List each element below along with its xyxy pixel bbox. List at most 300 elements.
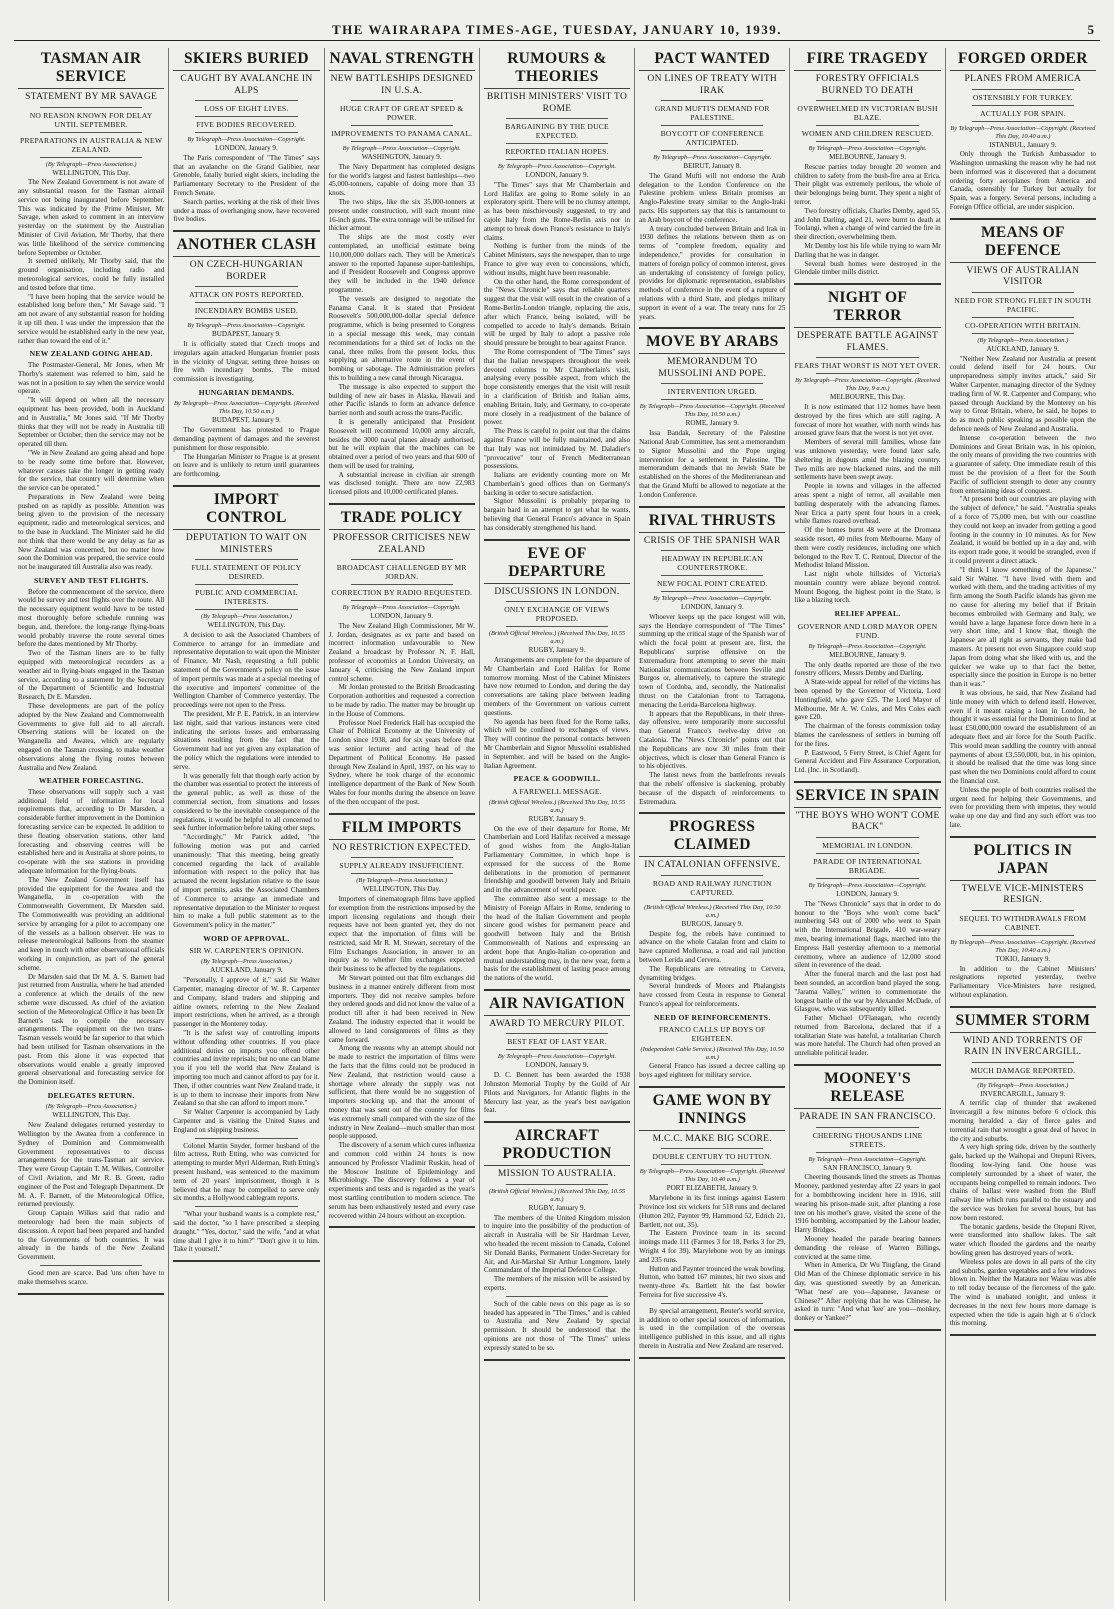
paragraph: Mr Demby lost his life while trying to warn Mr Darling that he was in danger. (794, 241, 941, 259)
byline: By Telegraph—Press Association—Copyright. (342, 145, 461, 152)
paragraph: "It will depend on when all the necessary equipment has been provided, both in Auckland and in Australia," Mr Jones said. "If Mr Thorby thinks that they will not be ready in Australia till September or October, then the service may not be operated till then. (18, 396, 165, 449)
article-end-rule (794, 1061, 940, 1066)
divider (351, 141, 453, 142)
byline: By Telegraph—Press Association—Copyright. (Received This Day, 9 a.m.) (795, 377, 941, 393)
subheadline: NEW FOCAL POINT CREATED. (656, 579, 768, 589)
dateline: LONDON, January 9. (836, 889, 899, 898)
subheadline: WIND AND TORRENTS OF RAIN IN INVERCARGILL. (962, 1035, 1083, 1058)
dateline: WASHINGTON, January 9. (361, 153, 442, 161)
section-deck: A FAREWELL MESSAGE. (512, 786, 602, 796)
subheadline: BEST FEAT OF LAST YEAR. (507, 1037, 607, 1047)
paragraph: The New Zealand Government is not aware of any substantial reason for the Tasman airmail service not being inaugurated before September. This was indicated by the Prime Minister, Mr Savage, when asked to comment in an interview yesterday on the statement by the Australian Minister of Civil Aviation, Mr Thorby, that there was little likelihood of the service commencing before September or October. (18, 178, 165, 257)
article-end-rule (950, 1331, 1096, 1336)
divider (506, 601, 608, 602)
divider (816, 1127, 918, 1128)
byline: (By Telegraph—Press Association.) (201, 958, 292, 966)
byline: (By Telegraph—Press Association.) (45, 1103, 137, 1111)
page-number: 5 (1087, 22, 1094, 37)
dateline: INVERCARGILL, January 9. (980, 1089, 1066, 1098)
paragraph: P. Eastwood, 5 Ferry Street, is Chief Agent for General Accident and Fire Assurance Corporation, Ltd. (Inc. in Scotland). (794, 748, 941, 775)
headline: EVE OF DEPARTURE (484, 545, 630, 584)
article (639, 333, 785, 507)
divider (661, 575, 763, 576)
subheadline: PROFESSOR CRITICISES NEW ZEALAND (332, 533, 471, 555)
section-deck: GOVERNOR AND LORD MAYOR OPEN FUND. (797, 621, 938, 640)
dateline: LONDON, January 9. (525, 1061, 589, 1070)
divider (972, 105, 1074, 106)
divider (506, 1049, 608, 1050)
divider (972, 317, 1074, 318)
paragraph: The "News Chronicle" says that in order to do honour to the "Boys who won't come back" numbering 543 out of 2000 who went to Spain with the International Brigade, 410 war-weary men, bearing international flags, marched into the Empress Hall yesterday afternoon to a memorial ceremony, where an audience of 12,000 stood silent in reverence of the dead. (794, 899, 941, 970)
dateline: WELLINGTON, This Day. (362, 885, 441, 894)
subheadline: DEPUTATION TO WAIT ON MINISTERS (185, 533, 308, 555)
divider (972, 89, 1074, 90)
divider (351, 584, 453, 585)
article (329, 819, 475, 1229)
byline: By Telegraph—Press Association—Copyright. (808, 1155, 927, 1163)
paragraph: The Eastern Province team in its second innings made 111 (Farmes 3 for 18, Perks 3 for 29, Wright 4 for 39). Marylebone won by an innings and 235 runs. (639, 1229, 786, 1264)
paragraph: No agenda has been fixed for the Rome talks, which will be confined to exchanges of views. They will continue the personal contacts between Mr Chamberlain and Signor Mussolini established in September, and will be based on the Anglo-Italian Agreement. (483, 717, 631, 770)
subheadline: OSTENSIBLY FOR TURKEY. (972, 92, 1073, 102)
byline: By Telegraph—Press Association—Copyright. (342, 604, 461, 612)
dateline: WELLINGTON, This Day. (52, 1111, 130, 1120)
headline: NAVAL STRENGTH (329, 50, 475, 71)
paragraph: Only through the Turkish Ambassador to Washington unmasking the reason why he had not been informed was it discovered that a document ordering forty aeroplanes from America and Canada, ostensibly for Turkey but actually for Spain, was a forgery. Several persons, including a Foreign Office official, are under suspicion. (949, 150, 1096, 212)
divider (816, 357, 918, 358)
byline: By Telegraph—Press Association—Copyright. (187, 322, 306, 330)
subheadline: OVERWHELMED IN VICTORIAN BUSH BLAZE. (797, 104, 938, 122)
divider (40, 1265, 142, 1266)
subheadline: CORRECTION BY RADIO REQUESTED. (331, 588, 473, 598)
column-5 (635, 48, 790, 1601)
article-end-rule (484, 1118, 630, 1123)
byline: By Telegraph—Press Association—Copyright. (Received This Day, 10.50 a.m.) (173, 400, 319, 416)
divider (40, 157, 142, 158)
divider (195, 1138, 297, 1139)
paragraph: Professor Noel Frederick Hall has occupied the Chair of Political Economy at the University of London since 1938, and for six years before that was senior lecturer and acting head of the Department of Political Economy. He passed through New Zealand in April, 1937, on his way to Sydney, where he took charge of the economic intelligence department of the Bank of New South Wales for four months during the absence on leave of the then occupant of the post. (328, 718, 475, 806)
headline: SERVICE IN SPAIN (794, 787, 940, 808)
divider (195, 318, 297, 319)
paragraph: Italians are evidently counting more on Mr Chamberlain's good offices than on Germany's backing in order to secure satisfaction. (483, 471, 631, 497)
divider (195, 609, 297, 610)
headline: IMPORT CONTROL (173, 491, 319, 530)
subheadline: PARADE OF INTERNATIONAL BRIGADE. (813, 856, 922, 875)
divider (816, 141, 918, 142)
subheadline: DOUBLE CENTURY TO HUTTON. (652, 1152, 772, 1162)
divider (351, 125, 453, 126)
subheadline: PUBLIC AND COMMERCIAL INTERESTS. (195, 588, 298, 607)
divider (816, 373, 918, 374)
subheadline: ON CZECH-HUNGARIAN BORDER (189, 260, 304, 282)
paragraph: Marylebone in its first innings against Eastern Province lost six wickets for 518 runs and declared (Hutton 202, Paynter 99, Hammond 52, Edrich 21, Bartlett, not out, 35). (639, 1194, 786, 1229)
paragraph: Group Captain Wilkes said that radio and meteorology had been the main subjects of discussion. A report had been prepared and handed to the Governments of both countries. It was already in the hands of the New Zealand Government. (18, 1209, 165, 1262)
divider (40, 132, 142, 133)
dateline: WELLINGTON, This Day. (207, 621, 286, 630)
headline: SUMMER STORM (950, 1012, 1096, 1033)
paragraph: A treaty concluded between Britain and Irak in 1930 defines the relations between them as on terms of "complete freedom, equality and independence," provides for consultation in matters of foreign policy of common interest, gives an undertaking of consistency of foreign policy, provides for diplomatic representation, establishes methods of conference in the event of a rupture of relations with a third State, and pledges military support in event of a war. The treaty runs for 25 years. (639, 224, 786, 321)
divider (661, 150, 763, 151)
paragraph: Cheering thousands lined the streets as Thomas Mooney, pardoned yesterday after 22 years in gaol for a bombthrowing incident here in 1916, still wearing his prison-made suit, after planting a rose tree on his mother's grave, visited the scene of the 1916 bombing, accompanied by the Labour leader, Harry Bridges. (794, 1173, 941, 1235)
divider (351, 857, 453, 858)
divider (195, 286, 297, 287)
dateline: LONDON, January 9. (370, 612, 434, 621)
headline: TASMAN AIR SERVICE (18, 50, 164, 89)
divider (661, 399, 763, 400)
article (329, 509, 475, 815)
subheadline: WOMEN AND CHILDREN RESCUED. (801, 129, 934, 138)
paragraph: It was obvious, he said, that New Zealand had little money with which to defend itself. However, even if it meant raising a loan in London, he thought it was essential for the Dominion to find at least £50,000,000 toward the establishment of an adequate fleet and air force for the South Pacific. This would mean saddling the country with annual payments of about £3,550,000, but, in his opinion, it should be realised that the time was long since past when the two Dominions could afford to count the financial cost. (949, 688, 1096, 785)
subheadline: FIVE BODIES RECOVERED. (196, 120, 297, 129)
article (329, 50, 475, 505)
article-end-rule (794, 778, 940, 783)
subheadline: "THE BOYS WHO WON'T COME BACK" (795, 810, 940, 833)
paragraph: Rescue parties today brought 20 women and children to safety from the bush-fire area at Erica. Their plight was extremely perilous, the whole of their belongings being burnt. They spent a night of terror. (794, 162, 941, 206)
byline: By Telegraph—Press Association—Copyright. (808, 642, 927, 650)
subheadline: NO REASON KNOWN FOR DELAY UNTIL SEPTEMBER. (29, 110, 153, 129)
section-heading: PEACE & GOODWILL. (513, 774, 601, 784)
dateline: MELBOURNE, January 9. (829, 153, 906, 161)
divider (972, 935, 1074, 936)
divider (351, 873, 453, 874)
section-deck: SIR W. CARPENTER'S OPINION. (189, 946, 304, 956)
byline: By Telegraph—Press Association—Copyright. (Received This Day, 10.40 a.m.) (639, 1168, 785, 1184)
subheadline: BARGAINING BY THE DUCE EXPECTED. (505, 122, 609, 140)
paragraph: On the eve of their departure for Rome, Mr Chamberlain and Lord Halifax received a message of good wishes from the Anglo-Italian Parliamentary Committee, in which hope is expressed for the success of the Rome deliberations in the promotion of permanent friendship and goodwill between Italy and Britain and in the advancement of world peace. (483, 824, 631, 895)
paragraph: The chairman of the forests commission today blames the carelessness of settlers in burning off for the fires. (794, 722, 941, 748)
column-7 (946, 48, 1100, 1601)
article-end-rule (484, 986, 630, 991)
byline: By Telegraph—Press Association—Copyright. (808, 145, 927, 152)
paragraph: Before the commencement of the service, there would be survey and test flights over the route. All the necessary equipment would have to be tested most thoroughly before schedule running was begun, and, therefore, the long-range flying-boats would probably traverse the route several times before the dates mentioned by Mr Thorby. (18, 587, 165, 649)
paragraph: Intense co-operation between the two Dominions and Great Britain was, in his opinion, the only means of providing the two countries with a guarantee of safety. One immediate result of this must be the provision of a fleet for the South Pacific of sufficient strength to deter any country from entertaining ideas of conquest. (949, 433, 1096, 495)
divider (661, 900, 763, 901)
paragraph: The Press is careful to point out that the claims against France will be fully maintained, and also that Italy was not intimidated by M. Daladier's "provocative" tour of French Mediterranean possessions. (483, 427, 631, 471)
headline: PROGRESS CLAIMED (639, 818, 785, 857)
byline: By Telegraph—Press Association—Copyright. (497, 163, 617, 170)
subheadline: BROADCAST CHALLENGED BY MR JORDAN. (336, 563, 467, 582)
subheadline: STATEMENT BY MR SAVAGE (25, 92, 158, 102)
article-end-rule (18, 1290, 164, 1295)
paragraph: The ships are the most costly ever contemplated, an unofficial estimate being 110,000,000 dollars each. They will be America's answer to the reported Japanese super-battleships, and if President Roosevelt and Congress approve they will be included in the 1940 defence programme. (328, 233, 475, 294)
article (950, 224, 1096, 838)
byline: (By Telegraph—Press Association.) (977, 336, 1069, 344)
paragraph: Hutton and Paynter trounced the weak bowling. Hutton, who batted 167 minutes, hit two sixes and twenty-three 4's. Bartlett hit the fast bowler Ferreira for five successive 4's. (639, 1264, 786, 1299)
headline: RIVAL THRUSTS (639, 512, 785, 533)
paragraph: Wireless poles are down in all parts of the city and suburbs, garden vegetables and a few windows blown in. Neither the Mataura nor Waiau was able to tell today because of the fierceness of the gale. The wind is unabated tonight, and unless it decreases in the next few hours more damage is expected when the tide is again high at 6 o'clock this morning. (949, 1257, 1096, 1328)
article-end-rule (173, 227, 319, 232)
paragraph: In addition to the Cabinet Ministers' resignations reported yesterday, twelve Parliamentary Vice-Ministers have resigned, without explanation. (949, 964, 1096, 999)
subheadline: PREPARATIONS IN AUSTRALIA & NEW ZEALAND. (20, 135, 163, 154)
divider (40, 107, 142, 108)
paragraph: The committee also sent a message to the Ministry of Foreign Affairs in Rome, tendering to the head of the Italian Government and people sincere good wishes for permanent peace and goodwill between Italy and the British Commonwealth of Nations and expressing an ardent hope that Anglo-Italian co-operation and mutual understanding may, in the new year, form a basis for the establishment of lasting peace among the nations of the world. (483, 895, 631, 983)
paragraph: When in America, Dr Wu Tingfang, the Grand Old Man of the Chinese diplomatic service in his day, was questioned sweetly by an American. "What 'nese' are you—Japanese, Javanese or Chinese?" After replying that he was Chinese, he asked in turn: "And what 'kee' are you—monkey, donkey or Yankee?" (794, 1261, 941, 1323)
article (173, 50, 319, 232)
paragraph: Two forestry officials, Charles Demby, aged 55, and John Darling, aged 21, were burnt to death at Toolangi, when a change of wind carried the fire in their direction, overwhelming them. (794, 206, 941, 242)
subheadline: INTERVENTION URGED. (667, 387, 757, 397)
paragraph: The botanic gardens, beside the Otepuni River, were transformed into shallow lakes. The salt water which flooded the gardens and the nearby bowling green has destroyed years of work. (949, 1222, 1096, 1258)
subheadline: CO-OPERATION WITH BRITAIN. (964, 320, 1081, 330)
divider (195, 584, 297, 585)
divider (195, 100, 297, 101)
paragraph: The Republicans are retreating to Cervera, dynamiting bridges. (639, 964, 786, 982)
headline: AIR NAVIGATION (484, 995, 630, 1016)
article-end-rule (329, 1223, 475, 1228)
divider (195, 302, 297, 303)
subheadline: ROAD AND RAILWAY JUNCTION CAPTURED. (652, 878, 772, 897)
paragraph: Importers of cinematograph films have applied for exemption from the restrictions imposed by the import licensing regulations and though their requests have not been granted yet, they do not expect that the importation of films will be restricted, said Mr R. M. Stewart, secretary of the Film Exchanges Association, in answer to an inquiry as to whether film exchanges expected their business to be affected by the regulations. (328, 894, 475, 974)
paragraph: "Neither New Zealand nor Australia at present could defend itself for 24 hours. Our unpreparedness simply invites attack," said Sir Walter Carpenter, managing director of the Sydney trading firm of W. R. Carpenter and Company, who passed through Auckland by the Monterey on his way to Great Britain, where, he said, he hopes to do as much public speaking as possible upon the defence needs of New Zealand and Australia. (949, 354, 1096, 434)
paragraph: The president, Mr P. E. Patrick, in an interview last night, said that various instances were cited indicating the serious losses and embarrassing situations resulting from the fact that the Government had not yet given any explanation of the policy which the regulations were intended to serve. (173, 710, 320, 771)
article-end-rule (950, 215, 1096, 220)
article-end-rule (950, 1003, 1096, 1008)
paragraph: After the funeral march and the last post had been sounded, an accordion band played the song, "Jarama Valley," written to commemorate the longest battle of the war by Alexander McDade, of Glasgow, who was subsequently killed. (794, 970, 941, 1014)
paragraph: Arrangements are complete for the departure of Mr Chamberlain and Lord Halifax for Rome tomorrow morning. Most of the Cabinet Ministers have now returned to London, and during the day conversations are taking place between leading members of the Government on various current questions. (483, 655, 631, 717)
divider (972, 910, 1074, 911)
paragraph: Members of several mill families, whose fate was unknown yesterday, were found later safe, sheltering in dugouts amid the blazing country. Two mills are now blackened ruins, and the mill settlements have been swept away. (794, 438, 941, 482)
article (639, 818, 785, 1088)
section-heading: RELIEF APPEAL. (834, 609, 901, 619)
byline: (British Official Wireless.) (Received This Day, 10.55 a.m.) (488, 798, 626, 814)
headline: ANOTHER CLASH (173, 236, 319, 257)
subheadline: ACTUALLY FOR SPAIN. (980, 108, 1066, 118)
paragraph: People in towns and villages in the affected areas spent a night of terror, all available men battling desperately with the advancing flames. Near Erica a party spent four hours in a creek, while flames roared overhead. (794, 482, 941, 526)
paragraph: Dr Marsden said that Dr M. A. S. Barnett had just returned from Australia, where he had attended a conference at which the details of the new scheme were discussed. As chief of the aviation section of the Meteorological Office it has been Dr Barnett's task to compile the necessary arrangements. The equipment on the two trans-Tasman vessels would be far superior to that which had been utilised for Tasman observations in the past. From this alone it was expected that observations would enable a greatly improved general observational and forecasting service for the Dominion itself. (18, 972, 165, 1087)
paragraph: Preparations in New Zealand were being pushed on as rapidly as possible. Attention was being given to the provision of the necessary equipment, radio and meteorological services, and to the base in Auckland. The Minister said he did not think that there would be any delay as far as New Zealand was concerned, but no matter how soon the Dominion was prepared, the service could not be inaugurated till Australia also was ready. (18, 492, 165, 572)
subheadline: SUPPLY ALREADY INSUFFICIENT. (339, 861, 464, 871)
headline: GAME WON BY INNINGS (639, 1092, 785, 1131)
subheadline: FULL STATEMENT OF POLICY DESIRED. (191, 563, 302, 582)
dateline: BUDAPEST, January 9. (212, 416, 281, 425)
article-end-rule (484, 1356, 630, 1361)
subheadline: SEQUEL TO WITHDRAWALS FROM CABINET. (959, 913, 1087, 932)
article-end-rule (484, 536, 630, 541)
dateline: RUGBY, January 9. (528, 1203, 586, 1212)
headline: AIRCRAFT PRODUCTION (484, 1127, 630, 1166)
headline: FIRE TRAGEDY (794, 50, 940, 71)
headline: MOONEY'S RELEASE (794, 1070, 940, 1109)
divider (816, 1152, 918, 1153)
subheadline: LOSS OF EIGHT LIVES. (204, 104, 289, 113)
divider (195, 116, 297, 117)
dateline: WELLINGTON, This Day. (52, 168, 130, 177)
subheadline: NO RESTRICTION EXPECTED. (332, 842, 471, 853)
byline: (By Telegraph—Press Association.) (201, 613, 292, 621)
column-6 (790, 48, 945, 1601)
headline: MEANS OF DEFENCE (950, 224, 1096, 263)
paragraph: The members of the mission will be assisted by experts. (483, 1275, 631, 1292)
divider (506, 1296, 608, 1297)
subheadline: DISCUSSIONS IN LONDON. (494, 586, 620, 597)
subheadline: BRITISH MINISTERS' VISIT TO ROME (486, 92, 628, 114)
headline: RUMOURS & THEORIES (484, 50, 630, 89)
byline: (Independent Cable Service.) (Received This Day, 10.50 a.m.) (640, 1046, 785, 1062)
divider (506, 1184, 608, 1185)
paragraph: "We in New Zealand are going ahead and hope to be ready some time before that. However, whatever causes take the longer in getting ready for the service, that country will determine when the service can be operated." (18, 448, 165, 493)
divider (661, 1148, 763, 1149)
headline: MOVE BY ARABS (639, 333, 785, 354)
divider (661, 550, 763, 551)
paragraph: The members of the United Kingdom mission to inquire into the possibility of the production of aircraft in Australia will be Sir Hardman Lever, who headed the recent mission to Canada, Colonel Sir Donald Banks, Permanent Under-Secretary for Air, and Air-Marshal Sir Arthur Longmore, lately Commandant of the Imperial Defence College. (483, 1213, 631, 1275)
paragraph: The two ships, like the six 35,000-tonners at present under construction, will each mount nine 16-inch guns. The extra tonnage will be utilised for thicker armour. (328, 197, 475, 233)
dateline: ISTANBUL, January 9. (989, 140, 1057, 149)
paragraph: A substantial increase in civilian air strength was disclosed tonight. There are now 22,983 licensed pilots and 10,000 certificated planes. (328, 470, 475, 497)
article (639, 50, 785, 329)
paragraph: Mr Stewart pointed out that film exchanges did business in a manner entirely different from most importers. They did not receive samples before they ordered goods and did not know the value of a product till after it had been received in New Zealand. The industry expected that it would be allowed to land consignments of films as they came forward. (328, 974, 475, 1044)
paragraph: General Franco has issued a decree calling up boys aged eighteen for military service. (639, 1062, 786, 1080)
byline: By Telegraph—Press Association—Copyright. (497, 1053, 617, 1061)
subheadline: MEMORANDUM TO MUSSOLINI AND POPE. (658, 357, 767, 379)
paragraph: It is officially stated that Czech troops and irregulars again attacked Hungarian frontier posts in the vicinity of Ungvar, setting three houses on fire with incendiary bombs. The mixed commission is investigating. (173, 339, 320, 384)
paragraph: Last night whole hillsides of Victoria's mountain country were ablaze beyond control. Mount Bogong, the highest point in the State, is like a blazing torch. (794, 570, 941, 605)
masthead (14, 22, 1100, 41)
divider (661, 125, 763, 126)
subheadline: CRISIS OF THE SPANISH WAR (643, 535, 781, 546)
paragraph: Unless the people of both countries realised the urgent need for helping their Governments, and even for providing them with impetus, they would wake up one day and find any such effort was too late. (949, 785, 1096, 829)
dateline: BUDAPEST, January 9. (212, 330, 281, 339)
divider (816, 125, 918, 126)
article (639, 1092, 785, 1359)
subheadline: AWARD TO MERCURY PILOT. (489, 1018, 625, 1029)
paragraph: A State-wide appeal for relief of the victims has been opened by the Governor of Victoria, Lord Huntingfield, who gave £25. The Lord Mayor of Melbourne, Mr A. W. Coles, and Mrs Coles each gave £20. (794, 678, 941, 722)
paragraph: The latest news from the battlefronts reveals that the rebels' offensive is slackening, probably because of the dispatch of reinforcements to Estremadura. (639, 771, 786, 806)
divider (506, 143, 608, 144)
masthead-title: THE WAIRARAPA TIMES-AGE, TUESDAY, JANUARY 10, 1939. (332, 22, 782, 37)
paragraph: It was generally felt that though early action by the chamber was essential to protect the interests of the general public, as well as those of the commercial section, from situations and losses considered to be the inevitable consequence of the regulations, it would be helpful to all concerned to seek further information before taking other steps. (173, 771, 320, 833)
article-end-rule (173, 1257, 319, 1262)
subheadline: REPORTED ITALIAN HOPES. (505, 147, 609, 156)
article-end-rule (639, 1083, 785, 1088)
filler-paragraph: Colonel Martin Snyder, former husband of the film actress, Ruth Etting, who was convicted for attempting to murder Myrl Alderman, Ruth Etting's present husband, was sentenced to the maximum term of 20 years' imprisonment, though it is believed that he may be compelled to serve only six months, a Hollywood cablegram reports. (173, 1141, 320, 1203)
dateline: BURGOS, January 9. (681, 919, 743, 928)
byline: By Telegraph—Press Association—Copyright. (Received This Day, 10.40 a.m.) (950, 938, 1096, 954)
byline: By Telegraph—Press Association—Copyright. (653, 154, 772, 161)
paragraph: Among the reasons why an attempt should not be made to restrict the importation of films were the facts that the films could not be produced in New Zealand, that restriction would cause a shortage where already the supply was not sufficient, that there would be no suggestion of importers stocking up, and that the amount of money that was sent out of the country for films was extremely small compared with the size of the industry in New Zealand—much smaller than most people supposed. (328, 1044, 475, 1141)
subheadline: IN CATALONIAN OFFENSIVE. (644, 860, 781, 871)
article (794, 50, 940, 285)
article-end-rule (639, 503, 785, 508)
paragraph: Despite fog, the rebels have continued to advance on the whole Catalan front and claim to have captured Mollerusa, a road and rail junction between Lerida and Cervera. (639, 929, 786, 965)
paragraph: Mr Jordan protested to the British Broadcasting Corporation authorities and requested a correction to be made by radio. The matter may be brought up in the House of Commons. (328, 683, 475, 718)
article-end-rule (794, 280, 940, 285)
byline: (British Official Wireless.) (Received This Day, 10.55 a.m.) (488, 1187, 626, 1203)
subheadline: FEARS THAT WORST IS NOT YET OVER. (794, 361, 941, 371)
section-heading: NEW ZEALAND GOING AHEAD. (29, 349, 153, 359)
paragraph: The only deaths reported are those of the two forestry officers, Messrs Demby and Darling. (794, 660, 941, 678)
divider (661, 383, 763, 384)
subheadline: CAUGHT BY AVALANCHE IN ALPS (180, 74, 313, 96)
paragraph: Two of the Tasman liners are to be fully equipped with meteorological recorders as a weather aid to flying-boats engaged in the Tasman service, according to a statement by the Secretary of the Department of Scientific and Industrial Research, Dr E. Marsden. (18, 649, 165, 702)
subheadline: MEMORIAL IN LONDON. (822, 840, 913, 850)
divider (195, 559, 297, 560)
article (794, 1070, 940, 1331)
dateline: MELBOURNE, January 9. (829, 650, 906, 659)
filler-paragraph: "What your husband wants is a complete rest," said the doctor, "so I have prescribed a sleeping draught." "Yes, doctor," said the wife, "and at what time shall I give it to him?" "Don't give it to him. Take it yourself." (173, 1210, 320, 1254)
dateline: PORT ELIZABETH, January 9. (666, 1184, 758, 1193)
editorial-note: By special arrangement, Reuter's world service, in addition to other special sources of information, is used in the compilation of the overseas intelligence published in this issue, and all rights therein in Australia and New Zealand are reserved. (639, 1306, 786, 1350)
article-end-rule (173, 482, 319, 487)
dateline: TOKIO, January 9. (995, 954, 1051, 963)
paragraph: "The Times" says that Mr Chamberlain and Lord Halifax are going to Rome solely in an exploratory spirit. There will be no clumsy attempt, as has been mischievously suggested, to try and cajole Italy from the Rome-Berlin axis nor in attempt to break down France's resistance to Italy's claims. (483, 180, 631, 242)
dateline: LONDON, January 9. (215, 144, 278, 152)
divider (816, 878, 918, 879)
column-1 (14, 48, 169, 1601)
divider (972, 121, 1074, 122)
paragraph: It is now estimated that 112 homes have been destroyed by the fires which are still raging. A forecast of more hot weather, with north winds has aroused grave fears that the worst is not yet over. (794, 402, 941, 438)
section-heading: WEATHER FORECASTING. (38, 776, 144, 786)
byline: By Telegraph—Press Association—Copyright. (Received This Day, 10.50 a.m.) (639, 403, 785, 419)
article-end-rule (329, 810, 475, 815)
paragraph: It appears that the Republicans, in their three-day offensive, were temporarily more successful than General Franco's twelve-day drive on Catalonia. The "News Chronicle" points out that the Republicans are now 30 miles from their objectives, which is closer than General Franco is to his objectives. (639, 709, 786, 771)
article (173, 491, 319, 1262)
byline: By Telegraph—Press Association—Copyright. (187, 136, 306, 143)
paragraph: The message is also expected to support the building of new air bases in Alaska, Hawaii and other Pacific islands to form an advance defence barrier north and south across the trans-Pacific. (328, 382, 475, 418)
paragraph: The New Zealand Government itself has provided the equipment for the Awatea and the Wanganella, in co-operation with the Commonwealth Government, Dr Marsden said. The Commonwealth was providing an additional service by arranging for a pilot to accompany one of the vessels as a balloon observer. He was to release meteorological balloons from the steamer and keep in touch with other observational officials working in conjunction, as part of the general scheme. (18, 875, 165, 972)
dateline: AUCKLAND, January 9. (210, 966, 283, 975)
article-end-rule (794, 1326, 940, 1331)
article (950, 50, 1096, 220)
article (639, 512, 785, 815)
dateline: LONDON, January 9. (680, 603, 744, 612)
subheadline: NEW BATTLESHIPS DESIGNED IN U.S.A. (330, 74, 473, 96)
divider (661, 591, 763, 592)
paragraph: These observations will supply such a vast additional field of information for local requirements that, according to Dr Marsden, a considerable further improvement in the Dominion forecasting service can be expected. In addition to these floating observation stations, other land forecasting and observing centres will be established here and in Australia at shore points, to co-operate with the sea stations in providing adequate information for the flying-boats. (18, 787, 165, 875)
subheadline: ATTACK ON POSTS REPORTED. (189, 290, 304, 300)
filler-paragraph: Good men are scarce. Bad 'uns often have to make themselves scarce. (18, 1268, 165, 1286)
subheadline: ON LINES OF TREATY WITH IRAK (647, 74, 778, 96)
section-deck: FRANCO CALLS UP BOYS OF EIGHTEEN. (659, 1025, 766, 1044)
paragraph: New Zealand delegates returned yesterday to Wellington by the Awatea from a conference in Sydney of Dominion and Commonwealth Government representatives to discuss arrangements for the trans-Tasman air service. They were Group Captain T. M. Wilkes, Controller of Civil Aviation, and Mr R. B. Green, radio engineer of the Post and Telegraph Department. Dr M. A. F. Barnett, of the Meteorological Office, returned previously. (18, 1121, 165, 1209)
paragraph: Several bush homes were destroyed in the Glendale timber mills district. (794, 259, 941, 277)
headline: NIGHT OF TERROR (794, 289, 940, 328)
subheadline: PLANES FROM AMERICA (964, 74, 1082, 84)
paragraph: Mooney headed the parade bearing banners demanding the release of Warren Billings, convicted at the same time. (794, 1234, 941, 1261)
divider (661, 100, 763, 101)
paragraph: "Personally, I approve of it," said Sir Walter Carpenter, managing director of W. R. Carpenter and Company, island traders and shipping and airline owners, referring to the New Zealand import restrictions, when he arrived, as a through passenger in the Monterey today. (173, 976, 320, 1029)
subheadline: PARADE IN SAN FRANCISCO. (799, 1112, 936, 1123)
paragraph: D. C. Bennett has been awarded the 1938 Johnston Memorial Trophy by the Guild of Air Pilots and Navigators, for Atlantic flights in the Mercury last year, as the year's best navigation feat. (483, 1071, 631, 1115)
paragraph: Several hundreds of Moors and Phalangists have crossed from Ceuta in response to General Franco's appeal for reinforcements. (639, 982, 786, 1009)
divider (506, 159, 608, 160)
paragraph: A very high spring tide, driven by the southerly gale, backed up the Waihopai and Otepuni Rivers, flooding low-lying land. One house was completely surrounded by a sheet of water, the occupants being compelled to remain indoors. Two chains of ballast were washed from the Bluff railway line which runs parallel to the estuary and the service was broken for several hours, but has now been restored. (949, 1143, 1096, 1222)
article (794, 289, 940, 783)
subheadline: NEED FOR STRONG FLEET IN SOUTH PACIFIC. (954, 295, 1092, 314)
paragraph: Whoever keeps up the pace longest will win, says the Hendaye correspondent of "The Times" summing up the critical stage of the Spanish war of which the focal point at present are, first, the Republicans' surprise offensive on the Extremadura front attempting to sever the main Nationalist communications between Seville and Burgos or, alternatively, to capture the strategic town of Cordoba, and, secondly, the Nationalist thrust on the Catalonian front to Tarragona, menacing the Lerida-Barcelona highway. (639, 612, 786, 709)
paragraph: Father Michael O'Flanagan, who recently returned from Barcelona, declared that if a totalitarian State was hateful, a totalitarian Church was more hateful. The Church had often proved an unreliable political leader. (794, 1014, 941, 1058)
paragraph: It is generally anticipated that President Roosevelt will recommend 10,000 army aircraft, besides the 3000 naval planes already authorised, but he will explain that the machines can be obtained over a period of two years and that 600 of them will be used for training. (328, 417, 475, 470)
paragraph: Search parties, working at the risk of their lives under a mass of overhanging snow, have recovered five bodies. (173, 197, 320, 224)
subheadline: GRAND MUFTI'S DEMAND FOR PALESTINE. (654, 104, 770, 122)
paragraph: "It is the safest way of controlling imports without offending other countries. If you place additional duties on imports you offend other countries and invite reprisals; but no one can blame you if you tell the world that New Zealand is importing too much and cannot afford to pay for it. Then, if other countries want New Zealand trade, it is up to them to increase their imports from New Zealand so that she can afford to import more." (173, 1029, 320, 1108)
article (484, 50, 630, 541)
subheadline: MISSION TO AUSTRALIA. (497, 1169, 617, 1180)
divider (661, 1164, 763, 1165)
divider (816, 837, 918, 838)
paragraph: Issa Bandak, Secretary of the Palestine National Arab Committee, has sent a memorandum to Signor Mussolini and the Pope urging intervention for a settlement in Palestine. The memorandum demands that no Jewish State be established on the shores of the Mediterranean and that the Grand Mufti be allowed to negotiate at the London Conference. (639, 429, 786, 499)
paragraph: The Paris correspondent of "The Times" says that an avalanche on the Grand Galibier, near Grenoble, fatally buried eight skiers, including the Parliamentary Secretary to the President of the French Senate. (173, 153, 320, 197)
headline: POLITICS IN JAPAN (950, 842, 1096, 881)
dateline: SAN FRANCISCO, January 9. (823, 1163, 912, 1172)
subheadline: DESPERATE BATTLE AGAINST FLAMES. (796, 331, 939, 353)
article (173, 236, 319, 487)
divider (195, 132, 297, 133)
paragraph: The Rome correspondent of "The Times" says that the Italian newspapers throughout the week devoted columns to Mr Chamberlain's visit, analysing every possible aspect, from which the hope consistently emerges that the visit will result in a clarification of British and Italian aims, enabling Britain, Italy, and Germany, to co-operate more closely in a readjustment of the balance of power. (483, 347, 631, 427)
column-2 (169, 48, 324, 1601)
paragraph: "I think I know something of the Japanese," said Sir Walter. "I have lived with them and worked with them, and the trading activities of my firm among the South Pacific islands has given me no cause for altering my belief that if Britain becomes embroiled with Germany and Italy, we would have a large Japanese force down here in a very short time, and I know that, though the Japanese are all right as servants, they make bad masters. At present not even Singapore could stop Japan from doing what she liked with us, and the quicker we wake up to that fact the better, especially since the position in Europe is no better than it was." (949, 565, 1096, 689)
subheadline: HEADWAY IN REPUBLICAN COUNTERSTROKE. (661, 554, 763, 573)
article-end-rule (639, 1354, 785, 1359)
headline: TRADE POLICY (329, 509, 475, 530)
byline: (By Telegraph—Press Association.) (356, 877, 448, 885)
